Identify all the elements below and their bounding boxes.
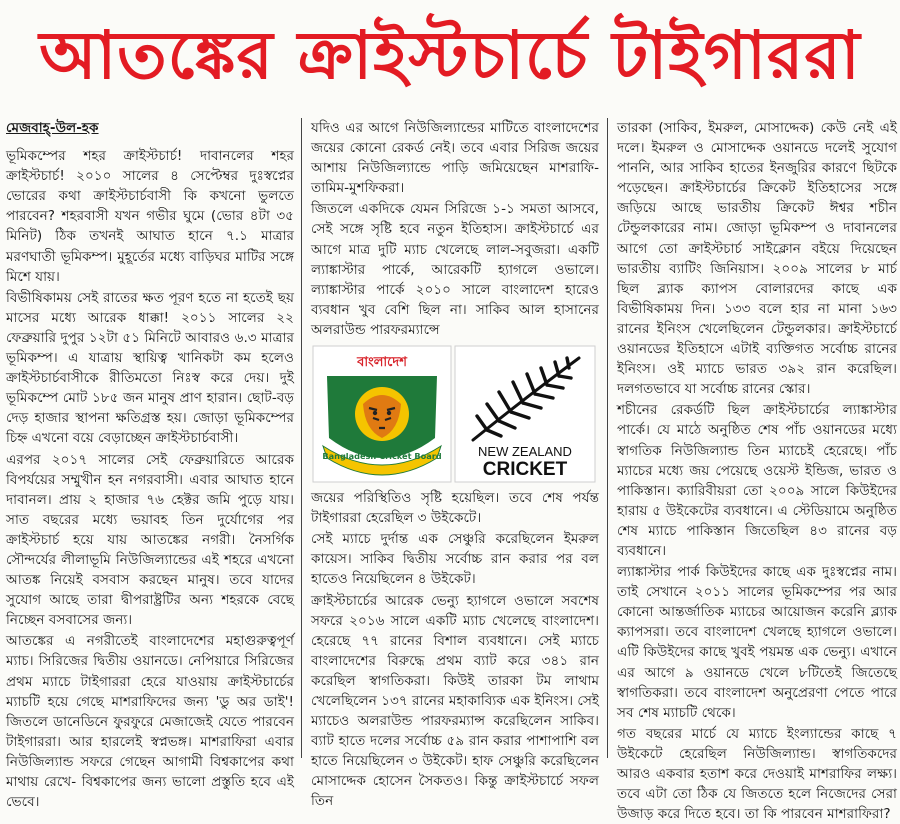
paragraph: আতঙ্কের এ নগরীতেই বাংলাদেশের মহাগুরুত্বপূর্ণ ম্যাচ। সিরিজের দ্বিতীয় ওয়ানডে। নেপিয়ারে সিরিজের প্রথম ম্যাচে টাইগাররা হেরে যাওয়ায় ক্রাইস্টচার্চের ম্যাচটি হয়ে গেছে মাশরাফিদের জন্য 'ডু অর ডাই'! জিতলে ডানেডিনে ফুরফুরে মেজাজেই যেতে পারবেন টাইগাররা। আর হারলেই স্বপ্নভঙ্গ। মাশরাফিরা এবার নিউজিল্যান্ড সফরে গেছেন আগামী বিশ্বকাপের কথা মাথায় রেখে- বিশ্বকাপের জন্য ভালো প্রস্তুতি হবে এই ভেবে। (6, 633, 294, 811)
bd-logo-top-text: বাংলাদেশ (357, 355, 407, 371)
paragraph: এরপর ২০১৭ সালের সেই ফেব্রুয়ারিতে আরেক বিপর্যয়ের সম্মুখীন হন নগরবাসী। এবার আঘাত হানে দাবানল। প্রায় ২ হাজার ৭৬ হেক্টর জমি পুড়ে যায়। সাত বছরের মধ্যে ভয়াবহ তিন দুর্যোগের পর ক্রাইস্টচার্চ হয়ে যায় আতঙ্কের নগরী। নৈসর্গিক সৌন্দর্যের লীলাভূমি নিউজিল্যান্ডের এই শহরে এখনো আতঙ্ক নিয়েই বসবাস করছেন মানুষ। তবে যাদের সুযোগ আছে তারা দ্বীপরাষ্ট্রটির অন্য শহরকে বেছে নিচ্ছেন বসবাসের জন্য। (6, 451, 294, 629)
article-column-2 (311, 118, 599, 810)
paragraph: যদিও এর আগে নিউজিল্যান্ডের মাটিতে বাংলাদেশের জয়ের কোনো রেকর্ড নেই। তবে এবার সিরিজ জয়ের আশায় নিউজিল্যান্ডে পাড়ি জমিয়েছেন মাশরাফি-তামিম-মুশফিকরা। (311, 120, 599, 197)
article-column-3 (617, 118, 897, 823)
paragraph: শচীনের রেকর্ডটি ছিল ক্রাইস্টচার্চের ল্যাঙ্কাস্টার পার্কে। যে মাঠে অনুষ্ঠিত শেষ পাঁচ ওয়ানডের মধ্যে স্বাগতিক নিউজিল্যান্ড তিন ম্যাচেই হেরেছে। পাঁচ ম্যাচের মধ্যে জয় পেয়েছে ওয়েস্ট ইন্ডিজ, ভারত ও পাকিস্তান। ক্যারিবীয়রা তো ২০০৯ সালে কিউইদের হারায় ৫ উইকেটের ব্যবধানে। এ স্টেডিয়ামে অনুষ্ঠিত শেষ ম্যাচে পাকিস্তান জিতেছিল ৪৩ রানের বড় ব্যবধানে। (617, 402, 897, 559)
bangladesh-cricket-board-logo (313, 346, 451, 482)
paragraph: তারকা (সাকিব, ইমরুল, মোসাদ্দেক) কেউ নেই এই দলে। ইমরুল ও মোসাদ্দেক ওয়ানডে দলেই সুযোগ পাননি, আর সাকিব হাতের ইনজুরির কারণে ছিটকে পড়েছেন। ক্রাইস্টচার্চের ক্রিকেট ইতিহাসের সঙ্গে জড়িয়ে আছে ভারতীয় ক্রিকেট ঈশ্বর শচীন টেন্ডুলকারের নাম। জোড়া ভূমিকম্প ও দাবানলের আগে তো ক্রাইস্টচার্চ সাইক্লোন বইয়ে দিয়েছেন ভারতীয় ব্যাটিং জিনিয়াস। ২০০৯ সালের ৮ মার্চ ছিল ব্ল্যাক ক্যাপস বোলারদের কাছে এক বিভীষিকাময় দিন। ১৩৩ বলে হার না মানা ১৬৩ রানের ইনিংস খেলেছিলেন টেন্ডুলকার। ক্রাইস্টচার্চে ওয়ানডের ইতিহাসে এটাই ব্যক্তিগত সর্বোচ্চ রানের ইনিংস। ওই ম্যাচে ভারত ৩৯২ রান করেছিল। দলগতভাবে যা সর্বোচ্চ রানের স্কোর। (617, 120, 897, 398)
paragraph: জয়ের পরিস্থিতিও সৃষ্টি হয়েছিল। তবে শেষ পর্যন্ত টাইগাররা হেরেছিল ৩ উইকেটে। (311, 490, 599, 527)
paragraph: জিতলে একদিকে যেমন সিরিজে ১-১ সমতা আসবে, সেই সঙ্গে সৃষ্টি হবে নতুন ইতিহাস। ক্রাইস্টচার্চে এর আগে মাত্র দুটি ম্যাচ খেলেছে লাল-সবুজরা। একটি ল্যাঙ্কাস্টার পার্কে, আরেকটি হ্যাগলে ওভালে। ল্যাঙ্কাস্টার পার্কে ২০১০ সালে বাংলাদেশ হারেও ব্যবধান খুব বেশি ছিল না। সাকিব আল হাসানের অলরাউন্ড পারফরম্যান্সে (311, 201, 599, 338)
paragraph: ভূমিকম্পের শহর ক্রাইস্টচার্চ! দাবানলের শহর ক্রাইস্টচার্চ! ২০১০ সালের ৪ সেপ্টেম্বর দুঃস্বপ্নের ভোরের কথা ক্রাইস্টচার্চবাসী কি কখনো ভুলতে পারবেন? শহরবাসী যখন গভীর ঘুমে (ভোর ৪টা ৩৫ মিনিট) ঠিক তখনই আঘাত হানে ৭.১ মাত্রার মরণঘাতী ভূমিকম্প। মুহূর্তের মধ্যে বাড়িঘর মাটির সঙ্গে মিশে যায়। (6, 148, 294, 285)
bd-logo-banner-text: Bangladesh Cricket Board (322, 451, 442, 462)
byline: মেজবাহ্-উল-হক (6, 120, 99, 136)
column-divider (301, 118, 302, 758)
paragraph: ল্যাঙ্কাস্টার পার্ক কিউইদের কাছে এক দুঃস্বপ্নের নাম। তাই সেখানে ২০১১ সালের ভূমিকম্পের পর আর কোনো আন্তর্জাতিক ম্যাচের আয়োজন করেনি ব্ল্যাক ক্যাপসরা। তবে বাংলাদেশ খেলছে হ্যাগলে ওভালে। এটি কিউইদের কাছে খুবই পয়মন্ত এক ভেন্যু। এখানে এর আগে ৯ ওয়ানডে খেলে ৮টিতেই জিতেছে স্বাগতিকরা। তবে বাংলাদেশ অনুপ্রেরণা পেতে পারে সব শেষ ম্যাচটি থেকে। (617, 564, 897, 721)
paragraph: বিভীষিকাময় সেই রাতের ক্ষত পূরণ হতে না হতেই ছয় মাসের মধ্যে আরেক ধাক্কা! ২০১১ সালের ২২ ফেব্রুয়ারি দুপুর ১২টা ৫১ মিনিটে আবারও ৬.৩ মাত্রার ভূমিকম্প। এ যাত্রায় স্থায়িত্ব খানিকটা কম হলেও ক্রাইস্টচার্চবাসীকে রীতিমতো নিঃস্ব করে দেয়। দুই ভূমিকম্পে মোট ১৮৫ জন মানুষ প্রাণ হারান। ছোট-বড় দেড় হাজার স্থাপনা ক্ষতিগ্রস্ত হয়। জোড়া ভূমিকম্পের চিহ্ন এখনো বয়ে বেড়াচ্ছেন ক্রাইস্টচার্চবাসী। (6, 289, 294, 447)
new-zealand-cricket-logo (455, 346, 595, 482)
article-column-1 (6, 118, 294, 811)
nz-logo-line1: NEW ZEALAND (478, 444, 572, 460)
column-divider (607, 118, 608, 758)
headline: আতঙ্কের ক্রাইস্টচার্চে টাইগাররা (39, 17, 861, 94)
paragraph: সেই ম্যাচে দুর্দান্ত এক সেঞ্চুরি করেছিলেন ইমরুল কায়েস। সাকিব দ্বিতীয় সর্বোচ্চ রান করার পর বল হাতেও নিয়েছিলেন ৪ উইকেট। (311, 531, 599, 588)
paragraph: ক্রাইস্টচার্চের আরেক ভেন্যু হ্যাগলে ওভালে সবশেষ সফরে ২০১৬ সালে একটি ম্যাচ খেলেছে বাংলাদেশ। হেরেছে ৭৭ রানের বিশাল ব্যবধানে। সেই ম্যাচে বাংলাদেশের বিরুদ্ধে প্রথম ব্যাট করে ৩৪১ রান করেছিল স্বাগতিকরা। কিউই তারকা টম লাথাম খেলেছিলেন ১৩৭ রানের মহাকাব্যিক এক ইনিংস। সেই ম্যাচেও অলরাউন্ড পারফরম্যান্স করেছিলেন সাকিব। ব্যাট হাতে দলের সর্বোচ্চ ৫৯ রান করার পাশাপাশি বল হাতে নিয়েছিলেন ৩ উইকেট। হাফ সেঞ্চুরি করেছিলেন মোসাদ্দেক হোসেন সৈকতও। কিন্তু ক্রাইস্টচার্চে সফল তিন (311, 592, 599, 810)
nz-logo-line2: CRICKET (482, 459, 568, 481)
paragraph: গত বছরের মার্চে যে ম্যাচে ইংল্যান্ডের কাছে ৭ উইকেটে হেরেছিল নিউজিল্যান্ড। স্বাগতিকদের আরও একবার হতাশ করে দেওয়াই মাশরাফির লক্ষ্য। তবে এটা তো ঠিক যে জিততে হলে নিজেদের সেরা উজাড় করে দিতে হবে। তা কি পারবেন মাশরাফিরা? (617, 725, 897, 823)
team-logos (311, 346, 599, 484)
